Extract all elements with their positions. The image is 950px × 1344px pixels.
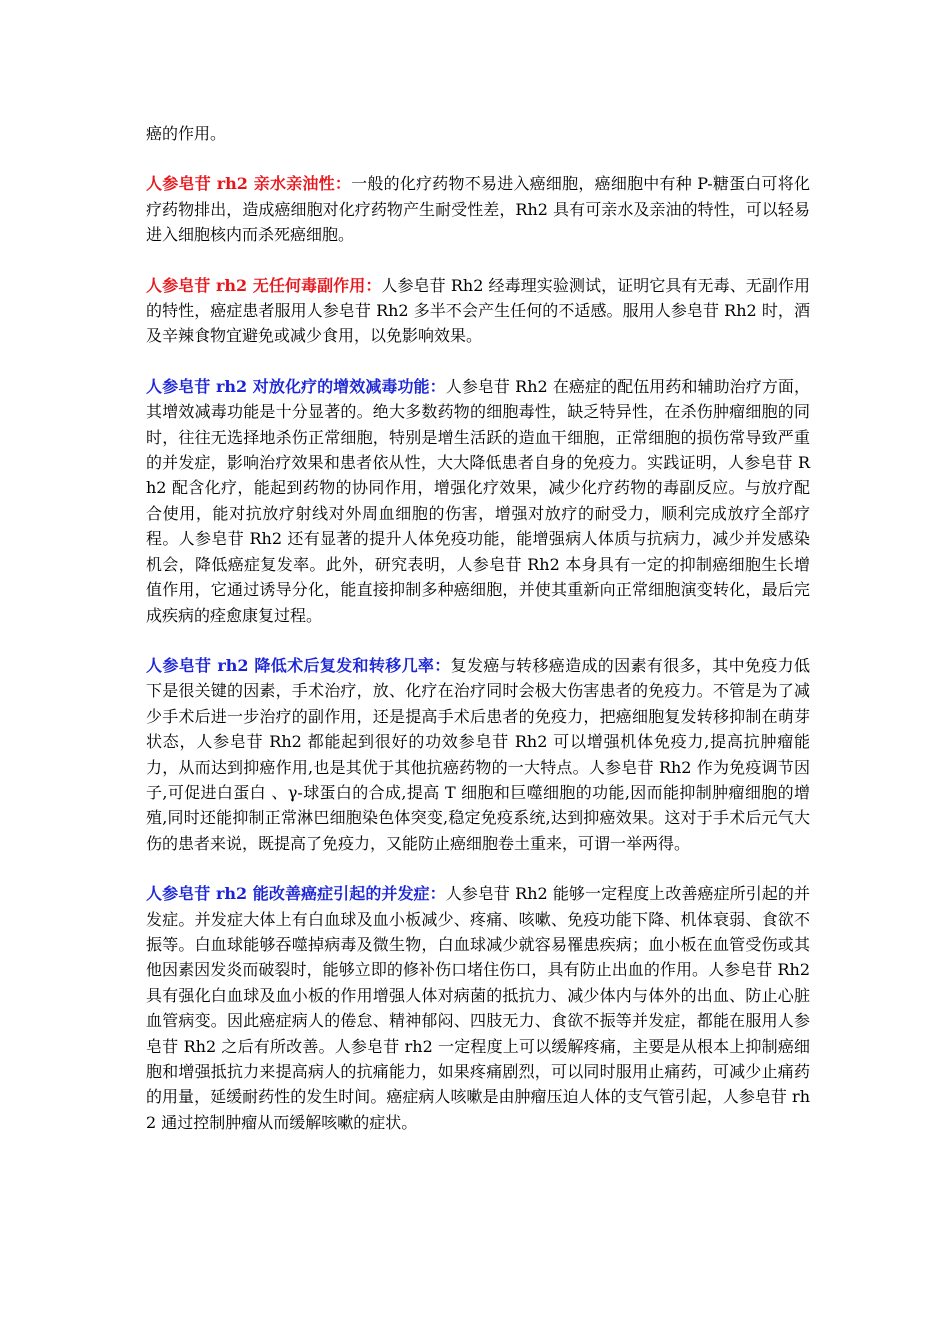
- section-body: 人参皂苷 Rh2 经毒理实验测试，证明它具有无毒、无副作用的特性，癌症患者服用人参皂苷 Rh2 多半不会产生任何的不适感。服用人参皂苷 Rh2 时，酒及辛辣食物宜避免或减少食用，以免影响效果。: [146, 275, 810, 346]
- section-heading: 人参皂苷 rh2 对放化疗的增效减毒功能：: [146, 376, 446, 396]
- section-hydrophilic-lipophilic: [146, 171, 810, 247]
- intro-paragraph: 癌的作用。: [146, 124, 227, 143]
- section-heading: 人参皂苷 rh2 能改善癌症引起的并发症：: [146, 884, 446, 904]
- section-chemo-radio-synergy: [146, 374, 810, 628]
- section-body: 一般的化疗药物不易进入癌细胞，癌细胞中有种 P-糖蛋白可将化疗药物排出，造成癌细胞对化疗药物产生耐受性差，Rh2 具有可亲水及亲油的特性，可以轻易进入细胞核内而杀死癌细胞。: [146, 174, 810, 245]
- section-body: 人参皂苷 Rh2 能够一定程度上改善癌症所引起的并发症。并发症大体上有白血球及血小板减少、疼痛、咳嗽、免疫功能下降、机体衰弱、食欲不振等。白血球能够吞噬掉病毒及微生物，白血球减少就容易罹患疾病；血小板在血管受伤或其他因素因发炎而破裂时，能够立即的修补伤口堵住伤口，具有防止出血的作用。人参皂苷 Rh2 具有强化白血球及血小板的作用增强人体对病菌的抵抗力、减少体内与体外的出血、防止心脏血管病变。因此癌症病人的倦怠、精神郁闷、四肢无力、食欲不振等并发症，都能在服用人参皂苷 Rh2 之后有所改善。人参皂苷 rh2 一定程度上可以缓解疼痛，主要是从根本上抑制癌细胞和增强抵抗力来提高病人的抗痛能力，如果疼痛剧烈，可以同时服用止痛药，可减少止痛药的用量，延缓耐药性的发生时间。癌症病人咳嗽是由肿瘤压迫人体的支气管引起，人参皂苷 rh2 通过控制肿瘤从而缓解咳嗽的症状。: [146, 884, 810, 1132]
- section-heading: 人参皂苷 rh2 降低术后复发和转移几率：: [146, 655, 451, 675]
- document-body: [146, 121, 810, 1160]
- section-heading: 人参皂苷 rh2 亲水亲油性：: [146, 174, 352, 194]
- section-body: 人参皂苷 Rh2 在癌症的配伍用药和辅助治疗方面，其增效减毒功能是十分显著的。绝大多数药物的细胞毒性，缺乏特异性，在杀伤肿瘤细胞的同时，往往无选择地杀伤正常细胞，特别是增生活跃的造血干细胞，正常细胞的损伤常导致严重的并发症，影响治疗效果和患者依从性，大大降低患者自身的免疫力。实践证明，人参皂苷 Rh2 配含化疗，能起到药物的协同作用，增强化疗效果，减少化疗药物的毒副反应。与放疗配合使用，能对抗放疗射线对外周血细胞的伤害，增强对放疗的耐受力，顺利完成放疗全部疗程。人参皂苷 Rh2 还有显著的提升人体免疫功能，能增强病人体质与抗病力，减少并发感染机会，降低癌症复发率。此外，研究表明，人参皂苷 Rh2 本身具有一定的抑制癌细胞生长增值作用，它通过诱导分化，能直接抑制多种癌细胞，并使其重新向正常细胞演变转化，最后完成疾病的痊愈康复过程。: [146, 376, 810, 625]
- section-recurrence-metastasis: [146, 653, 810, 856]
- section-complications: [146, 881, 810, 1135]
- section-no-side-effects: [146, 273, 810, 349]
- section-heading: 人参皂苷 rh2 无任何毒副作用：: [146, 275, 382, 295]
- section-body: 复发癌与转移癌造成的因素有很多，其中免疫力低下是很关键的因素，手术治疗，放、化疗在治疗同时会极大伤害患者的免疫力。不管是为了减少手术后进一步治疗的副作用，还是提高手术后患者的免疫力，把癌细胞复发转移抑制在萌芽状态，人参皂苷 Rh2 都能起到很好的功效参皂苷 Rh2 可以增强机体免疫力,提高抗肿瘤能力，从而达到抑癌作用,也是其优于其他抗癌药物的一大特点。人参皂苷 Rh2 作为免疫调节因子,可促进白蛋白 、γ-球蛋白的合成,提高 T 细胞和巨噬细胞的功能,因而能抑制肿瘤细胞的增殖,同时还能抑制正常淋巴细胞染色体突变,稳定免疫系统,达到抑癌效果。这对于手术后元气大伤的患者来说，既提高了免疫力，又能防止癌细胞卷土重来，可谓一举两得。: [146, 655, 810, 853]
